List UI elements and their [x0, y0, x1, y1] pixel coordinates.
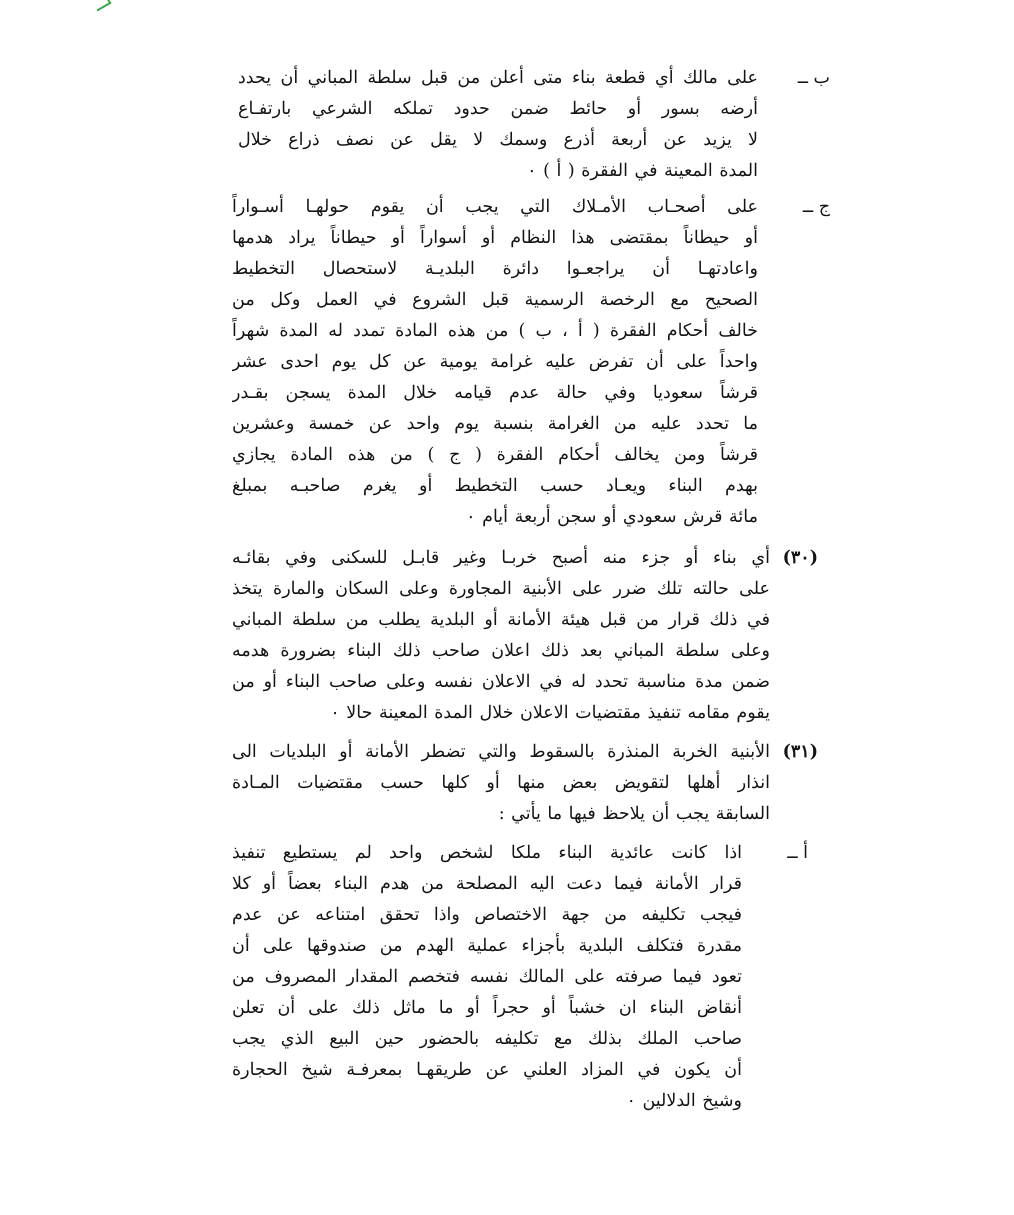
text-line: يقوم مقامه تنفيذ مقتضيات الاعلان خلال المدة المعينة حالا ٠	[330, 703, 770, 723]
text-line: لا يزيد عن أربعة أذرع وسمك لا يقل عن نصف ذراع خلال	[238, 130, 758, 150]
text-line: ما تحدد عليه من الغرامة بنسبة يوم واحد عن خمسة وعشرين	[232, 414, 758, 434]
paragraph-label: أ ــ	[787, 843, 808, 863]
paragraph-j	[232, 192, 830, 533]
text-line: اذا كانت عائدية البناء ملكا لشخص واحد لم يستطيع تنفيذ	[232, 843, 742, 863]
paragraph-b	[238, 63, 830, 187]
text-line: انذار أهلها لتقويض بعض منها أو كلها حسب مقتضيات المـادة	[232, 773, 770, 793]
text-line: الصحيح مع الرخصة الرسمية قبل الشروع في العمل وكل من	[232, 290, 758, 310]
text-line: الأبنية الخربة المنذرة بالسقوط والتي تضطر الأمانة أو البلديات الى	[232, 742, 770, 762]
text-line: على حالته تلك ضرر على الأبنية المجاورة وعلى السكان والمارة يتخذ	[232, 579, 770, 599]
article-number: (٣٠)	[782, 548, 818, 568]
text-line: أي بناء أو جزء منه أصبح خربـا وغير قابـل للسكنى وفي بقائـه	[232, 548, 770, 568]
text-line: أنقاض البناء ان خشباً أو حجراً أو ما ماثل ذلك على أن تعلن	[232, 998, 742, 1018]
text-line: على مالك أي قطعة بناء متى أعلن من قبل سلطة المباني أن يحدد	[238, 68, 758, 88]
text-line: في ذلك قرار من قبل هيئة الأمانة أو البلدية يطلب من سلطة المباني	[232, 610, 770, 630]
text-line: خالف أحكام الفقرة ( أ ، ب ) من هذه المادة تمدد له المدة شهراً	[232, 321, 758, 341]
text-line: أو حيطاناً بمقتضى هذا النظام أو أسواراً أو حيطاناً يراد هدمها	[232, 228, 758, 248]
text-line: فيجب تكليفه من جهة الاختصاص واذا تحقق امتناعه عن عدم	[232, 905, 742, 925]
paragraph-a	[232, 838, 808, 1117]
article-30	[232, 543, 818, 729]
article-31	[232, 737, 818, 830]
text-line: مقدرة فتكلف البلدية بأجزاء عملية الهدم من صندوقها على أن	[232, 936, 742, 956]
text-line: واعادتهـا أن يراجعـوا دائرة البلديـة لاستحصال التخطيط	[232, 259, 758, 279]
text-line: على أصحـاب الأمـلاك التي يجب أن يقوم حولهـا أسـواراً	[232, 197, 758, 217]
paragraph-label: ج ــ	[802, 197, 830, 217]
text-line: قرشاً ومن يخالف أحكام الفقرة ( ج ) من هذه المادة يجازي	[232, 445, 758, 465]
text-line: قرار الأمانة فيما دعت اليه المصلحة من هدم البناء بعضاً أو كلا	[232, 874, 742, 894]
corner-mark	[93, 0, 112, 11]
text-line: واحداً على أن تفرض عليه غرامة يومية عن كل يوم احدى عشر	[232, 352, 758, 372]
text-line: قرشاً سعوديا وفي حالة عدم قيامه خلال المدة يسجن بقـدر	[232, 383, 758, 403]
text-line: مائة قرش سعودي أو سجن أربعة أيام ٠	[466, 507, 758, 527]
text-line: ضمن مدة مناسبة تحدد له في الاعلان نفسه وعلى صاحب البناء أو من	[232, 672, 770, 692]
text-line: السابقة يجب أن يلاحظ فيها ما يأتي :	[498, 804, 770, 824]
text-line: وعلى سلطة المباني بعد ذلك اعلان صاحب ذلك البناء بضرورة هدمه	[232, 641, 770, 661]
text-line: المدة المعينة في الفقرة ( أ ) ٠	[527, 161, 758, 181]
text-line: أن يكون في المزاد العلني عن طريقهـا بمعرفـة شيخ الحجارة	[232, 1060, 742, 1080]
paragraph-label: ب ــ	[797, 68, 830, 88]
text-line: صاحب الملك بذلك مع تكليفه بالحضور حين البيع الذي يجب	[232, 1029, 742, 1049]
text-line: وشيخ الدلالين ٠	[626, 1091, 742, 1111]
text-line: بهدم البناء ويعـاد حسب التخطيط أو يغرم صاحبـه بمبلغ	[232, 476, 758, 496]
article-number: (٣١)	[782, 742, 818, 762]
text-line: تعود فيما صرفته على المالك نفسه فتخصم المقدار المصروف من	[232, 967, 742, 987]
text-line: أرضه بسور أو حائط ضمن حدود تملكه الشرعي بارتفـاع	[238, 99, 758, 119]
